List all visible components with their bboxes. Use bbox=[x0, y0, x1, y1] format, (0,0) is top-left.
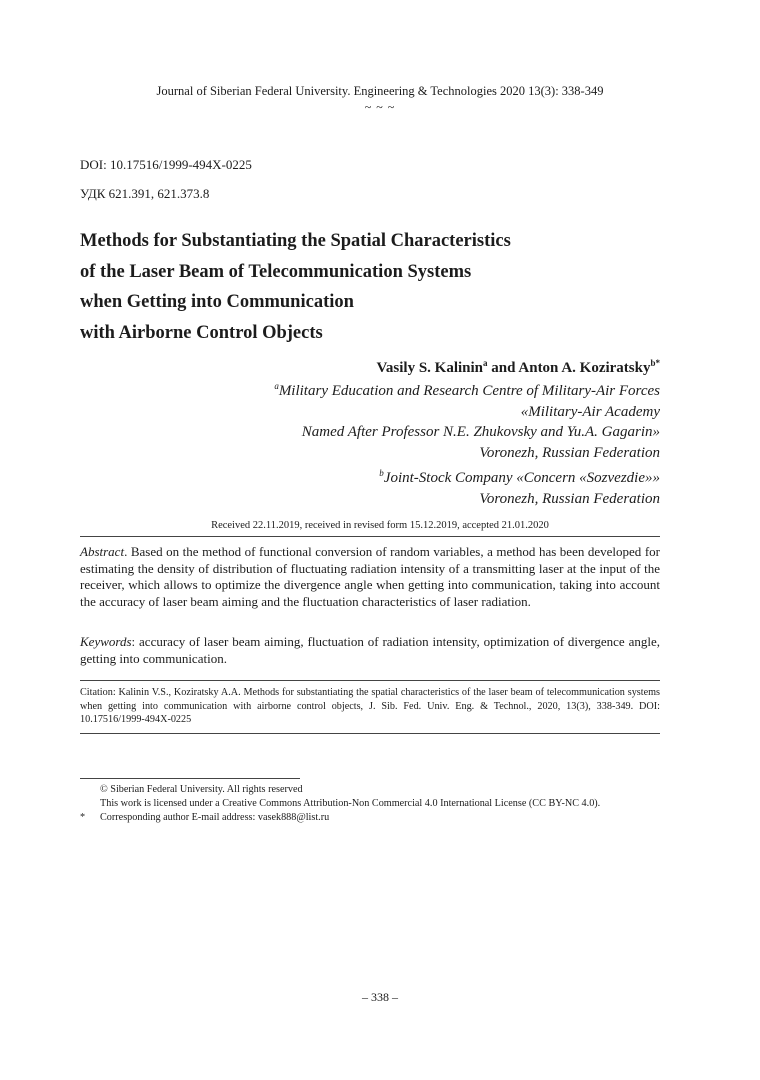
divider bbox=[80, 733, 660, 734]
keywords-label: Keywords bbox=[80, 634, 132, 649]
affiliation-line: Named After Professor N.E. Zhukovsky and Yu.A. Gagarin» bbox=[301, 424, 660, 440]
author-conjunction: and bbox=[487, 360, 519, 376]
abstract-text: . Based on the method of functional conversion of random variables, a method has been developed for estimating the density of distribution of fluctuating radiation intensity of a transmitting laser at the input of the receiver, which allows to optimize the divergence angle when getting into communication, taking into account the accuracy of laser beam aiming and the fluctuation characteristics of laser radiation. bbox=[80, 544, 660, 609]
affiliation-line: «Military-Air Academy bbox=[520, 403, 660, 420]
affiliation-line: Voronezh, Russian Federation bbox=[479, 444, 660, 461]
doi: DOI: 10.17516/1999-494X-0225 bbox=[80, 157, 252, 172]
received-dates: Received 22.11.2019, received in revised form 15.12.2019, accepted 21.01.2020 bbox=[211, 520, 549, 531]
udk-code: УДК 621.391, 621.373.8 bbox=[80, 186, 210, 201]
corresponding-author-note: Corresponding author E-mail address: vasek888@list.ru bbox=[100, 812, 330, 823]
affiliation-marker: b* bbox=[650, 358, 660, 368]
citation: Citation: Kalinin V.S., Koziratsky A.A. Methods for substantiating the spatial characteristics of the laser beam of telecommunication systems when getting into communication with airborne control objects, J. Sib. Fed. Univ. Eng. & Technol., 2020, 13(3), 338-349. DOI: 10.17516/1999-494X-0225 bbox=[80, 687, 660, 726]
affiliation-line bbox=[80, 463, 660, 489]
affiliation-marker: a bbox=[483, 358, 488, 368]
affiliation-marker: a bbox=[274, 381, 279, 391]
page-number: – 338 – bbox=[362, 990, 398, 1004]
affiliation-marker: b bbox=[379, 468, 384, 478]
authors bbox=[80, 358, 660, 377]
footnote-divider bbox=[80, 778, 300, 779]
keywords bbox=[80, 634, 660, 667]
affiliations bbox=[80, 376, 660, 509]
header-separator: ~ ~ ~ bbox=[364, 100, 396, 114]
title-line: of the Laser Beam of Telecommunication Systems bbox=[80, 261, 472, 282]
affiliation-text: Joint-Stock Company «Concern «Sozvezdie»» bbox=[383, 470, 660, 486]
copyright-note: © Siberian Federal University. All rights reserved bbox=[100, 784, 303, 795]
title-line: with Airborne Control Objects bbox=[80, 322, 323, 343]
divider bbox=[80, 536, 660, 537]
article-title bbox=[80, 226, 680, 348]
title-line: Methods for Substantiating the Spatial Characteristics bbox=[80, 231, 511, 251]
abstract-label: Abstract bbox=[80, 544, 125, 559]
title-line: when Getting into Communication bbox=[80, 292, 354, 312]
affiliation-line: Voronezh, Russian Federation bbox=[479, 490, 660, 507]
abstract bbox=[80, 544, 660, 610]
keywords-text: : accuracy of laser beam aiming, fluctuation of radiation intensity, optimization of divergence angle, getting into communication. bbox=[80, 634, 660, 666]
author-name: Anton A. Koziratsky bbox=[518, 360, 651, 376]
affiliation-text: Military Education and Research Centre of Military-Air Forces bbox=[278, 383, 660, 399]
divider bbox=[80, 680, 660, 681]
footnote-marker: * bbox=[80, 812, 86, 823]
author-name: Vasily S. Kalinin bbox=[376, 360, 484, 376]
license-note: This work is licensed under a Creative Commons Attribution-Non Commercial 4.0 International License (CC BY-NC 4.0). bbox=[100, 798, 601, 809]
affiliation-line bbox=[80, 376, 660, 402]
journal-header: Journal of Siberian Federal University. Engineering & Technologies 2020 13(3): 338-349 bbox=[156, 84, 604, 98]
